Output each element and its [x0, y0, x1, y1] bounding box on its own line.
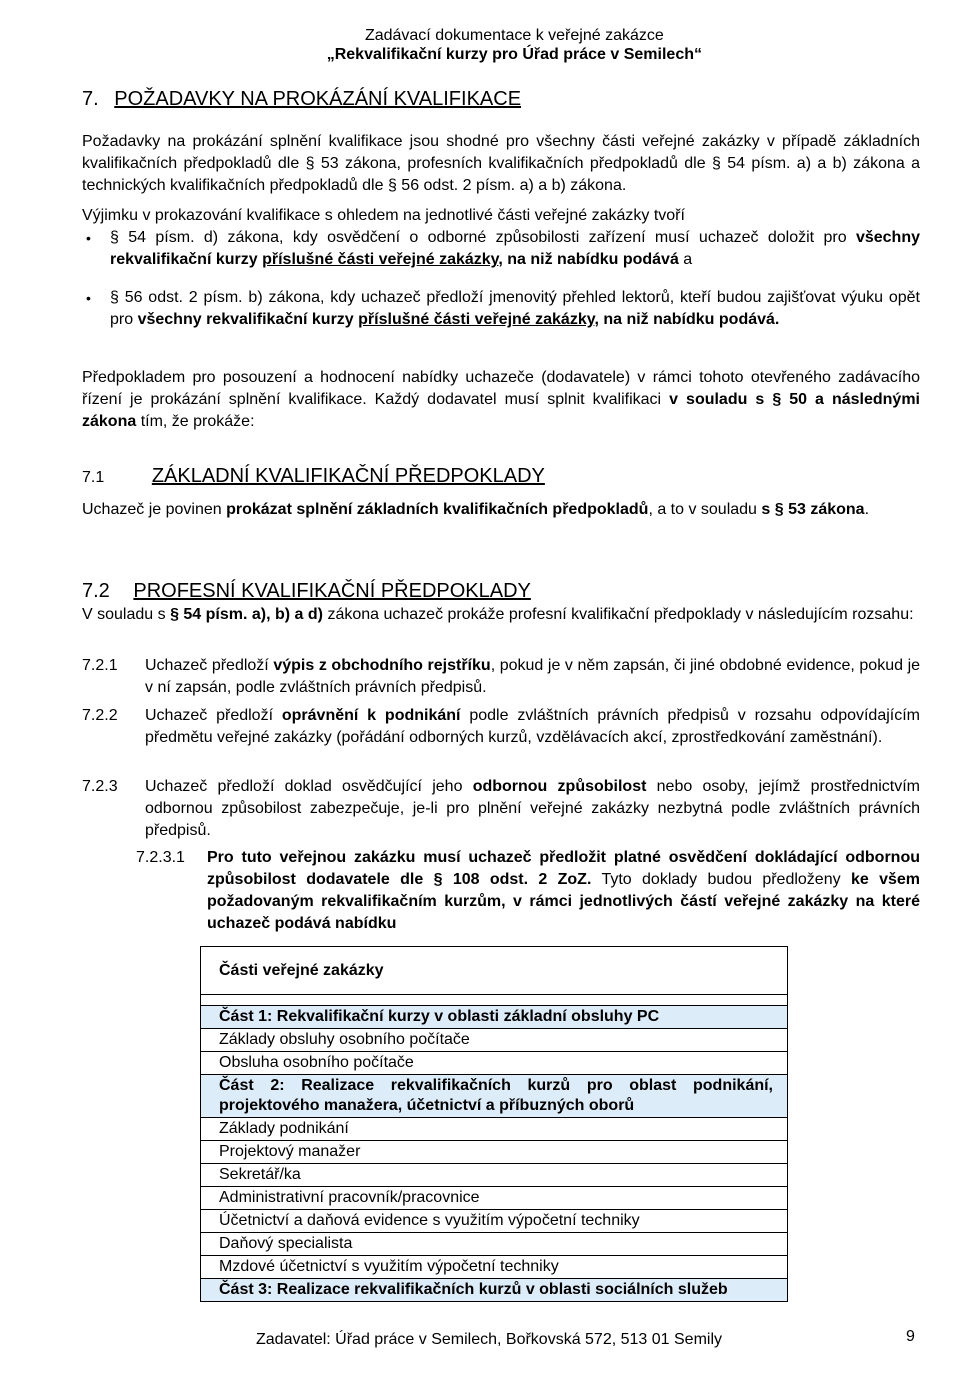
part-2-item: Daňový specialista — [201, 1233, 788, 1256]
item-7-2-3-1-text: Pro tuto veřejnou zakázku musí uchazeč předložit platné osvědčení dokládající odbornou způsobilost dodavatele dle § 108 odst. 2 ZoZ. Tyto doklady budou předloženy ke všem požadovaným rekvalifikačním kurzům, v rámci jednotlivých částí veřejné zakázky na které uchazeč podává nabídku — [207, 849, 920, 932]
part-2-item: Mzdové účetnictví s využitím výpočetní techniky — [201, 1256, 788, 1279]
part-2-item: Účetnictví a daňová evidence s využitím výpočetní techniky — [201, 1210, 788, 1233]
part-2-item: Administrativní pracovník/pracovnice — [201, 1187, 788, 1210]
section-7-number: 7. — [82, 88, 99, 110]
parts-table — [200, 946, 788, 1302]
section-7-1-number: 7.1 — [82, 469, 105, 486]
item-7-2-3-1-number: 7.2.3.1 — [136, 849, 185, 866]
footer-text: Zadavatel: Úřad práce v Semilech, Bořkovská 572, 513 01 Semily — [256, 1331, 723, 1348]
item-7-2-2-number: 7.2.2 — [82, 707, 118, 724]
section-7-heading — [82, 88, 521, 111]
bullet-2-text: § 56 odst. 2 písm. b) zákona, kdy uchazeč předloží jmenovitý přehled lektorů, kteří budou zajišťovat výuku opět pro všechny rekvalifikační kurzy příslušné části veřejné zakázky, na niž nabídku podává. — [110, 289, 920, 328]
parts-table-header: Části veřejné zakázky — [201, 947, 788, 995]
part-3-row: Část 3: Realizace rekvalifikačních kurzů v oblasti sociálních služeb — [201, 1279, 788, 1302]
bullet-2-marker: • — [86, 290, 91, 306]
part-2-row: Část 2: Realizace rekvalifikačních kurzů pro oblast podnikání, projektového manažera, účetnictví a příbuzných oborů — [201, 1075, 788, 1118]
part-2-item: Projektový manažer — [201, 1141, 788, 1164]
item-7-2-1-number: 7.2.1 — [82, 657, 118, 674]
item-7-2-3-number: 7.2.3 — [82, 778, 118, 795]
section-7-2-heading — [82, 580, 531, 603]
part-1-row: Část 1: Rekvalifikační kurzy v oblasti základní obsluhy PC — [201, 1006, 788, 1029]
section-7-1-title: ZÁKLADNÍ KVALIFIKAČNÍ PŘEDPOKLADY — [151, 465, 545, 487]
section-7-exception: Výjimku v prokazování kvalifikace s ohledem na jednotlivé části veřejné zakázky tvoří — [82, 207, 685, 224]
section-7-2-intro: V souladu s § 54 písm. a), b) a d) zákona uchazeč prokáže profesní kvalifikační předpoklady v následujícím rozsahu: — [82, 606, 914, 623]
section-7-1-text: Uchazeč je povinen prokázat splnění základních kvalifikačních předpokladů, a to v souladu s § 53 zákona. — [82, 501, 870, 518]
section-7-1-heading — [82, 465, 545, 488]
header-line-2: „Rekvalifikační kurzy pro Úřad práce v Semilech“ — [326, 46, 702, 63]
bullet-1-text: § 54 písm. d) zákona, kdy osvědčení o odborné způsobilosti zařízení musí uchazeč doložit pro všechny rekvalifikační kurzy příslušné části veřejné zakázky, na niž nabídku podává a — [110, 229, 920, 268]
item-7-2-3-text: Uchazeč předloží doklad osvědčující jeho odbornou způsobilost nebo osoby, jejímž prostřednictvím odbornou způsobilost zabezpečuje, je-li pro plnění veřejné zakázky nezbytná podle zvláštních právních předpisů. — [145, 778, 920, 839]
part-2-item: Základy podnikání — [201, 1118, 788, 1141]
part-2-item: Sekretář/ka — [201, 1164, 788, 1187]
section-7-2-number: 7.2 — [82, 580, 110, 602]
part-1-item: Obsluha osobního počítače — [201, 1052, 788, 1075]
section-7-intro: Požadavky na prokázání splnění kvalifikace jsou shodné pro všechny části veřejné zakázky v případě základních kvalifikačních předpokladů dle § 53 zákona, profesních kvalifikačních předpokladů dle § 54 písm. a) a b) zákona a technických kvalifikačních předpokladů dle § 56 odst. 2 písm. a) a b) zákona. — [82, 133, 920, 194]
page-number: 9 — [906, 1328, 915, 1345]
part-1-item: Základy obsluhy osobního počítače — [201, 1029, 788, 1052]
item-7-2-1-text: Uchazeč předloží výpis z obchodního rejstříku, pokud je v něm zapsán, či jiné obdobné evidence, pokud je v ní zapsán, podle zvláštních právních předpisů. — [145, 657, 921, 696]
section-7-paragraph-2: Předpokladem pro posouzení a hodnocení nabídky uchazeče (dodavatele) v rámci tohoto otevřeného zadávacího řízení je prokázání splnění kvalifikace. Každý dodavatel musí splnit kvalifikaci v souladu s § 50 a následnými zákona tím, že prokáže: — [82, 369, 920, 430]
document-header — [327, 26, 702, 64]
item-7-2-2-text: Uchazeč předloží oprávnění k podnikání podle zvláštních právních předpisů v rozsahu odpovídajícím předmětu veřejné zakázky (pořádání odborných kurzů, vzdělávacích akcí, zprostředkování zaměstnání). — [145, 707, 921, 746]
section-7-2-title: PROFESNÍ KVALIFIKAČNÍ PŘEDPOKLADY — [133, 580, 531, 602]
header-line-1: Zadávací dokumentace k veřejné zakázce — [364, 27, 664, 44]
bullet-1-marker: • — [86, 230, 91, 246]
section-7-title: POŽADAVKY NA PROKÁZÁNÍ KVALIFIKACE — [114, 88, 522, 110]
